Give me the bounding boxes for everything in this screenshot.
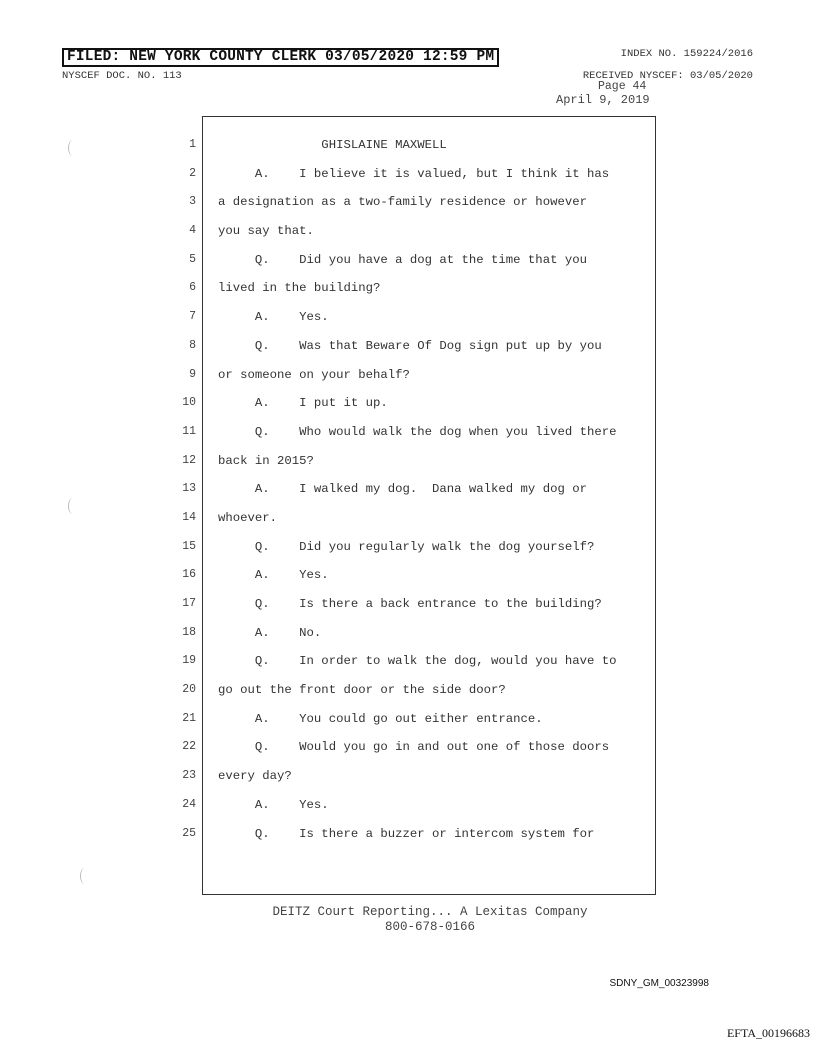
transcript-line: A. I believe it is valued, but I think it has — [218, 166, 610, 181]
transcript-line: Q. Is there a buzzer or intercom system for — [218, 826, 595, 841]
received-date: RECEIVED NYSCEF: 03/05/2020 — [582, 70, 753, 82]
transcript-line: you say that. — [218, 224, 314, 239]
transcript-line: A. I walked my dog. Dana walked my dog or — [218, 482, 587, 497]
line-number: 6 — [189, 281, 196, 295]
line-number: 7 — [189, 310, 196, 324]
transcript-line: Q. Was that Beware Of Dog sign put up by you — [218, 338, 602, 353]
line-number: 21 — [182, 711, 196, 725]
line-number: 4 — [189, 224, 196, 238]
transcript-line: Q. Who would walk the dog when you lived there — [218, 424, 617, 439]
line-number: 8 — [189, 338, 196, 352]
transcript-line: A. Yes. — [218, 797, 329, 812]
line-number: 25 — [182, 826, 196, 840]
transcript-line: Q. Did you regularly walk the dog yourself? — [218, 539, 595, 554]
transcript-line: A. No. — [218, 625, 322, 640]
transcript-line: go out the front door or the side door? — [218, 683, 506, 698]
line-number: 24 — [182, 797, 196, 811]
nyscef-doc-number: NYSCEF DOC. NO. 113 — [62, 70, 182, 82]
bates-number: SDNY_GM_00323998 — [609, 978, 709, 989]
line-number: 11 — [182, 424, 196, 438]
line-number-column — [160, 131, 196, 848]
line-number: 22 — [182, 740, 196, 754]
index-number: INDEX NO. 159224/2016 — [620, 48, 753, 60]
line-number: 3 — [189, 195, 196, 209]
transcript-line: every day? — [218, 769, 292, 784]
line-number: 10 — [182, 396, 196, 410]
scan-margin-mark — [80, 868, 89, 884]
transcript-heading: GHISLAINE MAXWELL — [218, 138, 447, 152]
line-number: 2 — [189, 166, 196, 180]
line-number: 17 — [182, 597, 196, 610]
line-number: 20 — [182, 683, 196, 697]
reporter-phone: 800-678-0166 — [384, 920, 475, 934]
transcript-line: or someone on your behalf? — [218, 367, 410, 382]
line-number: 5 — [189, 252, 196, 266]
transcript-line: a designation as a two-family residence or however — [218, 195, 587, 210]
line-number: 18 — [182, 625, 196, 639]
transcript-line: A. You could go out either entrance. — [218, 711, 543, 726]
page-date: April 9, 2019 — [556, 93, 650, 107]
line-number: 23 — [182, 769, 196, 783]
line-number: 12 — [182, 453, 196, 467]
scan-margin-mark — [68, 498, 77, 514]
transcript-line: Q. Would you go in and out one of those doors — [218, 740, 610, 755]
transcript-line: A. I put it up. — [218, 396, 388, 411]
line-number: 13 — [182, 482, 196, 496]
line-number: 15 — [182, 539, 196, 553]
scan-margin-mark — [68, 140, 77, 156]
transcript-line: whoever. — [218, 510, 278, 525]
reporter-company: DEITZ Court Reporting... A Lexitas Company — [272, 905, 588, 919]
transcript-line: lived in the building? — [218, 281, 381, 296]
efta-number: EFTA_00196683 — [726, 1026, 810, 1040]
line-number: 14 — [182, 510, 196, 524]
line-number: 9 — [189, 367, 196, 381]
transcript-line: Q. Did you have a dog at the time that you — [218, 252, 587, 267]
transcript-line: Q. Is there a back entrance to the building? — [218, 597, 602, 611]
line-number: 1 — [189, 138, 196, 151]
filed-stamp: FILED: NEW YORK COUNTY CLERK 03/05/2020 12:59 PM — [62, 48, 499, 67]
transcript-line: A. Yes. — [218, 568, 329, 583]
transcript-line: back in 2015? — [218, 453, 314, 468]
line-number: 16 — [182, 568, 196, 582]
transcript-line: Q. In order to walk the dog, would you have to — [218, 654, 617, 669]
transcript-line: A. Yes. — [218, 310, 329, 325]
line-number: 19 — [182, 654, 196, 668]
transcript-text — [218, 131, 654, 848]
page-number: Page 44 — [598, 80, 647, 93]
